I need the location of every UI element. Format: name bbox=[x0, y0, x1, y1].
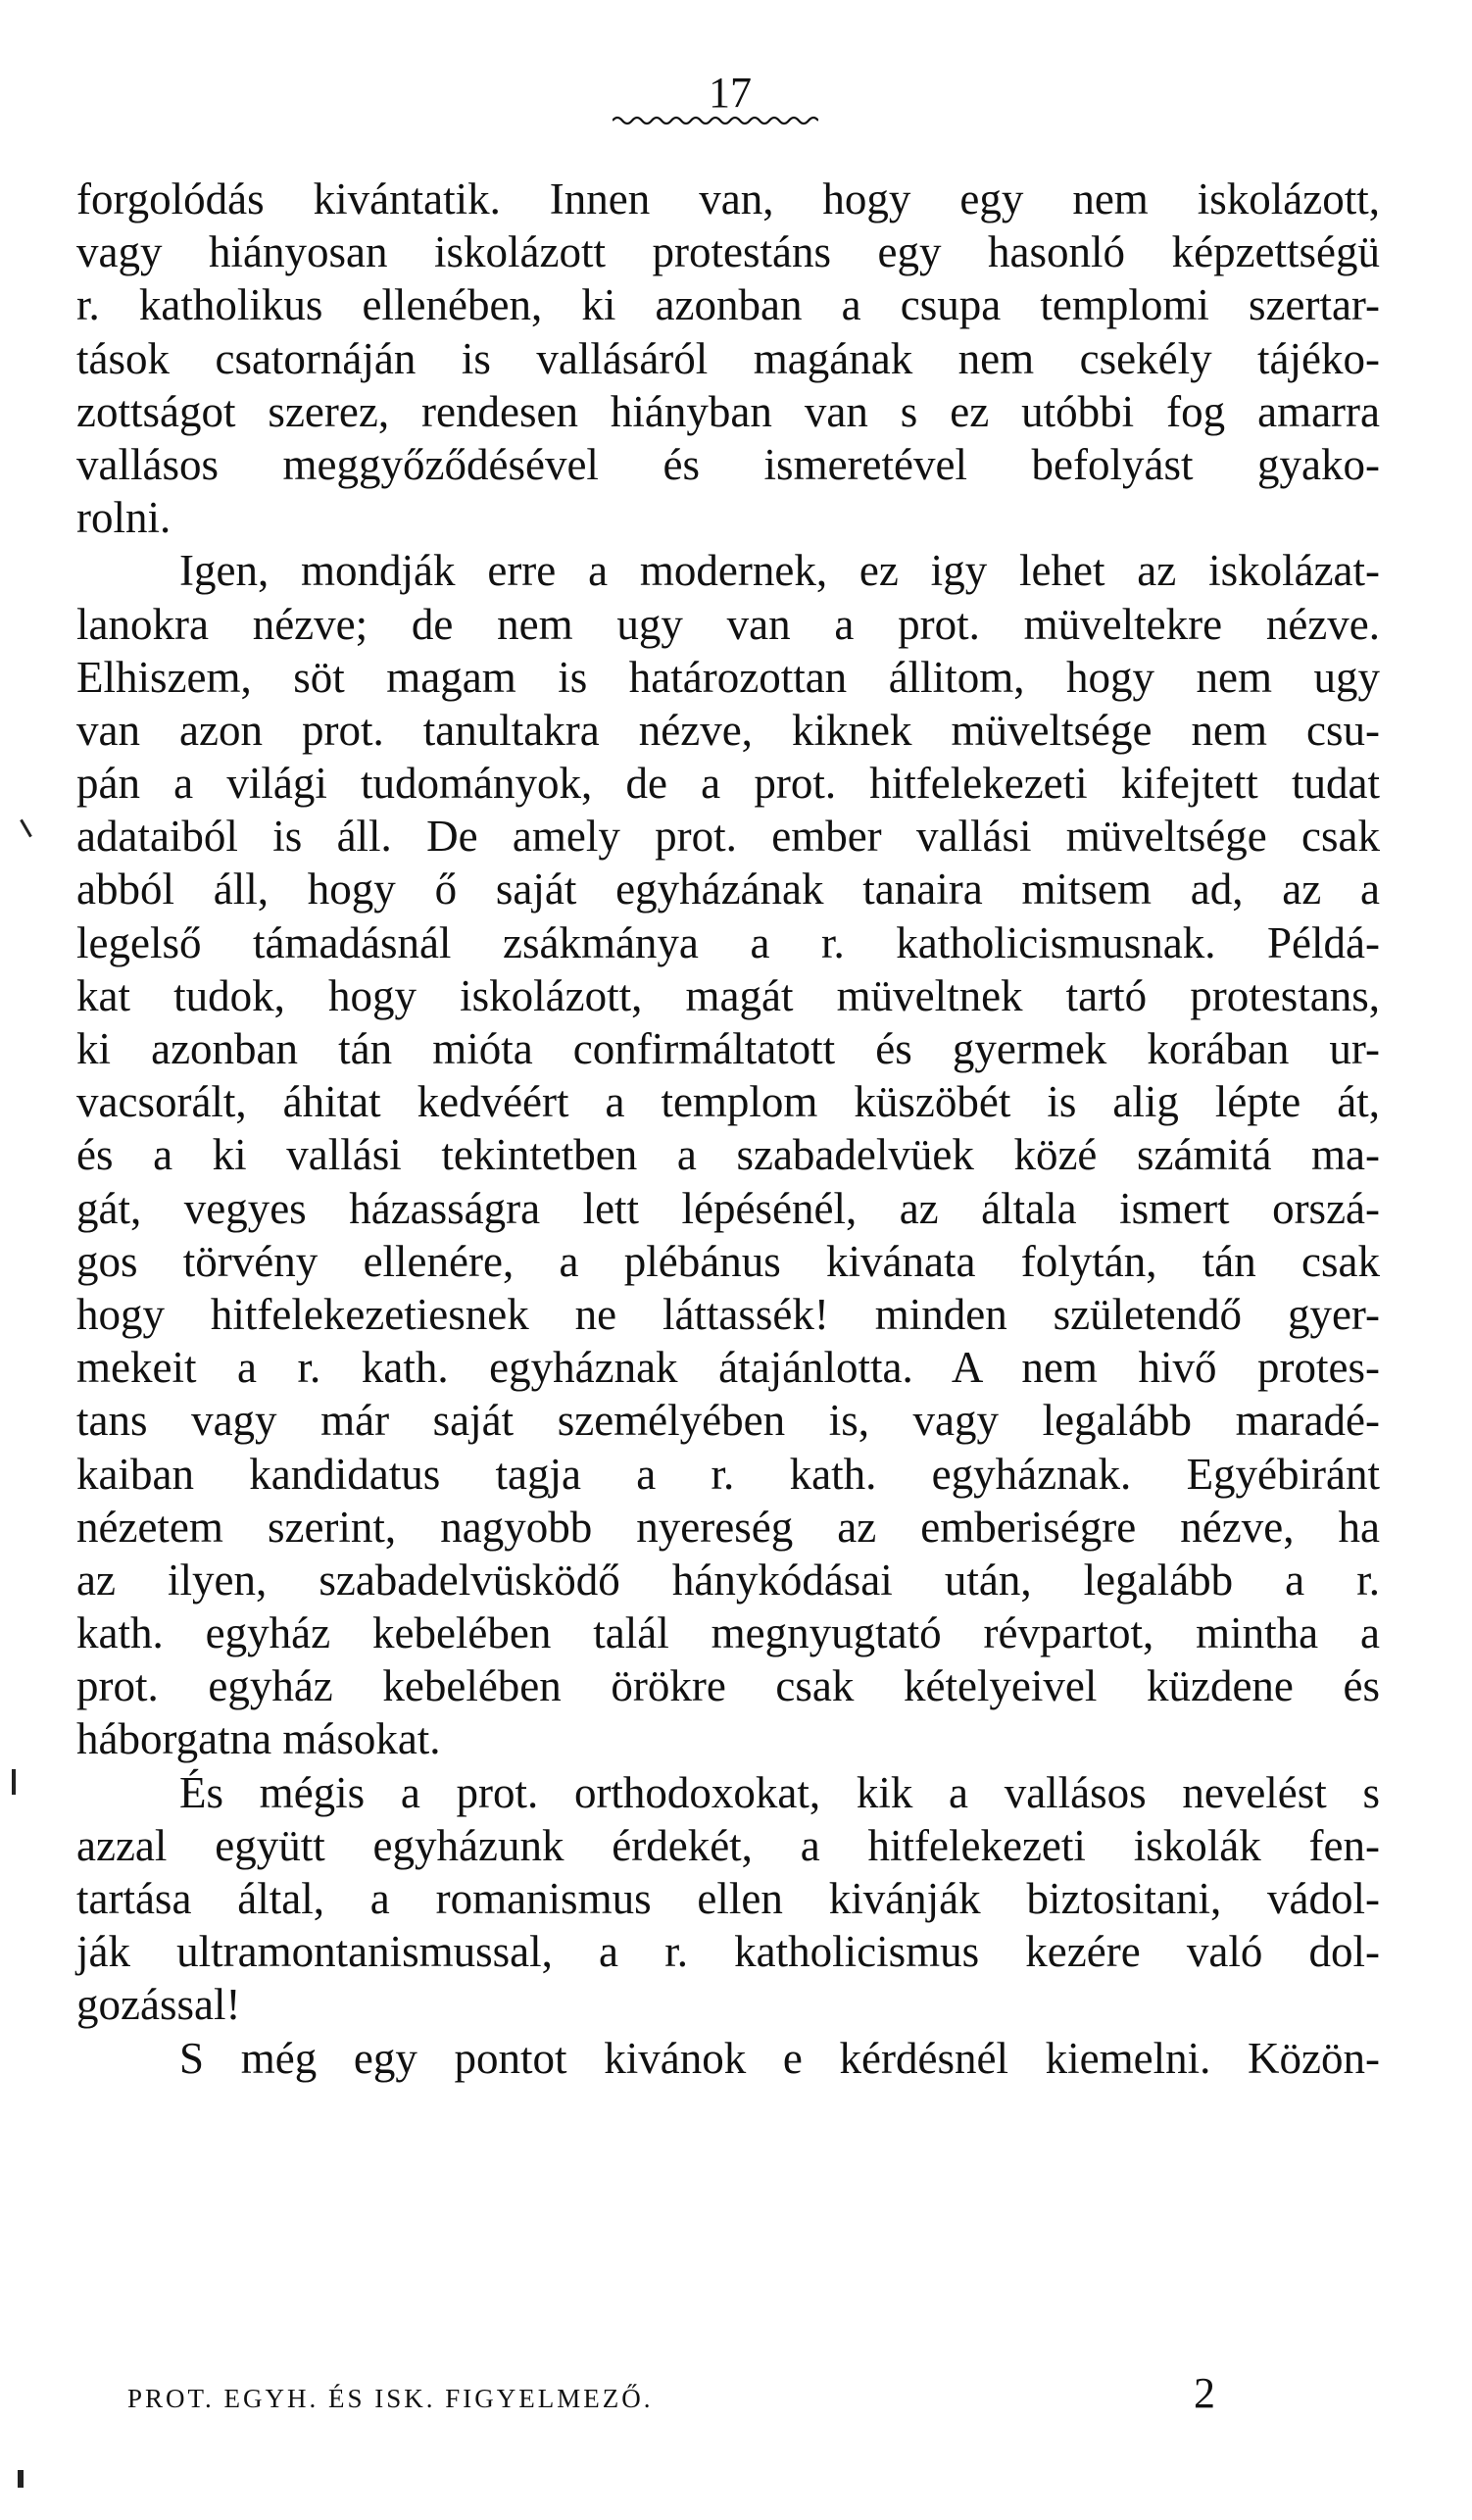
text-line: legelső támadásnál zsákmánya a r. katholicismusnak. Példá- bbox=[76, 917, 1380, 967]
text-line: kaiban kandidatus tagja a r. kath. egyháznak. Egyébiránt bbox=[76, 1449, 1380, 1499]
text-line: mekeit a r. kath. egyháznak átajánlotta. A nem hivő protes- bbox=[76, 1343, 1380, 1393]
text-line: rolni. bbox=[76, 493, 172, 543]
text-line: ki azonban tán mióta confirmáltatott és gyermek korában ur- bbox=[76, 1024, 1380, 1073]
text-line: és a ki vallási tekintetben a szabadelvüek közé számitá ma- bbox=[76, 1130, 1380, 1180]
text-line: Igen, mondják erre a modernek, ez igy lehet az iskolázat- bbox=[179, 546, 1380, 596]
text-line: nézetem szerint, nagyobb nyereség az emberiségre nézve, ha bbox=[76, 1502, 1380, 1552]
text-line: tások csatornáján is vallásáról magának nem csekély tájéko- bbox=[76, 333, 1380, 383]
wavy-rule-ornament bbox=[613, 114, 818, 127]
text-line: S még egy pontot kivánok e kérdésnél kiemelni. Közön- bbox=[179, 2033, 1380, 2083]
text-line: van azon prot. tanultakra nézve, kiknek müveltsége nem csu- bbox=[76, 705, 1380, 755]
text-line: pán a világi tudományok, de a prot. hitfelekezeti kifejtett tudat bbox=[76, 759, 1380, 809]
text-line: abból áll, hogy ő saját egyházának tanaira mitsem ad, az a bbox=[76, 865, 1380, 914]
text-line: kath. egyház kebelében talál megnyugtató révpartot, mintha a bbox=[76, 1608, 1380, 1658]
page-footer bbox=[127, 2370, 1215, 2419]
text-line: vacsorált, áhitat kedvéért a templom küszöbét is alig lépte át, bbox=[76, 1077, 1380, 1127]
text-line: azzal együtt egyházunk érdekét, a hitfelekezeti iskolák fen- bbox=[76, 1820, 1380, 1870]
text-line: Elhiszem, söt magam is határozottan állitom, hogy nem ugy bbox=[76, 652, 1380, 702]
sheet-number: 2 bbox=[1194, 2369, 1215, 2417]
scan-speck bbox=[12, 1769, 16, 1795]
text-line: háborgatna másokat. bbox=[76, 1714, 441, 1764]
text-line: ják ultramontanismussal, a r. katholicismus kezére való dol- bbox=[76, 1927, 1380, 1977]
text-line: gozással! bbox=[76, 1980, 241, 2030]
text-line: vallásos meggyőződésével és ismeretével befolyást gyako- bbox=[76, 439, 1380, 489]
scan-speck bbox=[20, 819, 32, 838]
body-text bbox=[76, 173, 1380, 2085]
text-line: tans vagy már saját személyében is, vagy legalább maradé- bbox=[76, 1396, 1380, 1446]
text-line: lanokra nézve; de nem ugy van a prot. müveltekre nézve. bbox=[76, 599, 1380, 649]
text-line: kat tudok, hogy iskolázott, magát müveltnek tartó protestans, bbox=[76, 970, 1380, 1020]
scan-speck bbox=[18, 2470, 24, 2488]
text-line: forgolódás kivántatik. Innen van, hogy egy nem iskolázott, bbox=[76, 174, 1380, 223]
text-line: zottságot szerez, rendesen hiányban van s ez utóbbi fog amarra bbox=[76, 386, 1380, 436]
text-line: adataiból is áll. De amely prot. ember vallási müveltsége csak bbox=[76, 812, 1380, 862]
printer-signature: PROT. EGYH. ÉS ISK. FIGYELMEZŐ. bbox=[127, 2384, 654, 2413]
text-line: az ilyen, szabadelvüsködő hánykódásai után, legalább a r. bbox=[76, 1555, 1380, 1605]
text-line: gát, vegyes házasságra lett lépésénél, az általa ismert orszá- bbox=[76, 1183, 1380, 1233]
page-number: 17 bbox=[709, 69, 752, 117]
text-line: vagy hiányosan iskolázott protestáns egy hasonló képzettségü bbox=[76, 227, 1380, 277]
text-line: gos törvény ellenére, a plébánus kivánata folytán, tán csak bbox=[76, 1236, 1380, 1286]
text-line: tartása által, a romanismus ellen kivánják biztositani, vádol- bbox=[76, 1874, 1380, 1923]
text-line: r. katholikus ellenében, ki azonban a csupa templomi szertar- bbox=[76, 280, 1380, 330]
text-line: prot. egyház kebelében örökre csak kételyeivel küzdene és bbox=[76, 1661, 1380, 1711]
text-line: És mégis a prot. orthodoxokat, kik a vallásos nevelést s bbox=[179, 1767, 1380, 1817]
text-line: hogy hitfelekezetiesnek ne láttassék! minden születendő gyer- bbox=[76, 1289, 1380, 1339]
